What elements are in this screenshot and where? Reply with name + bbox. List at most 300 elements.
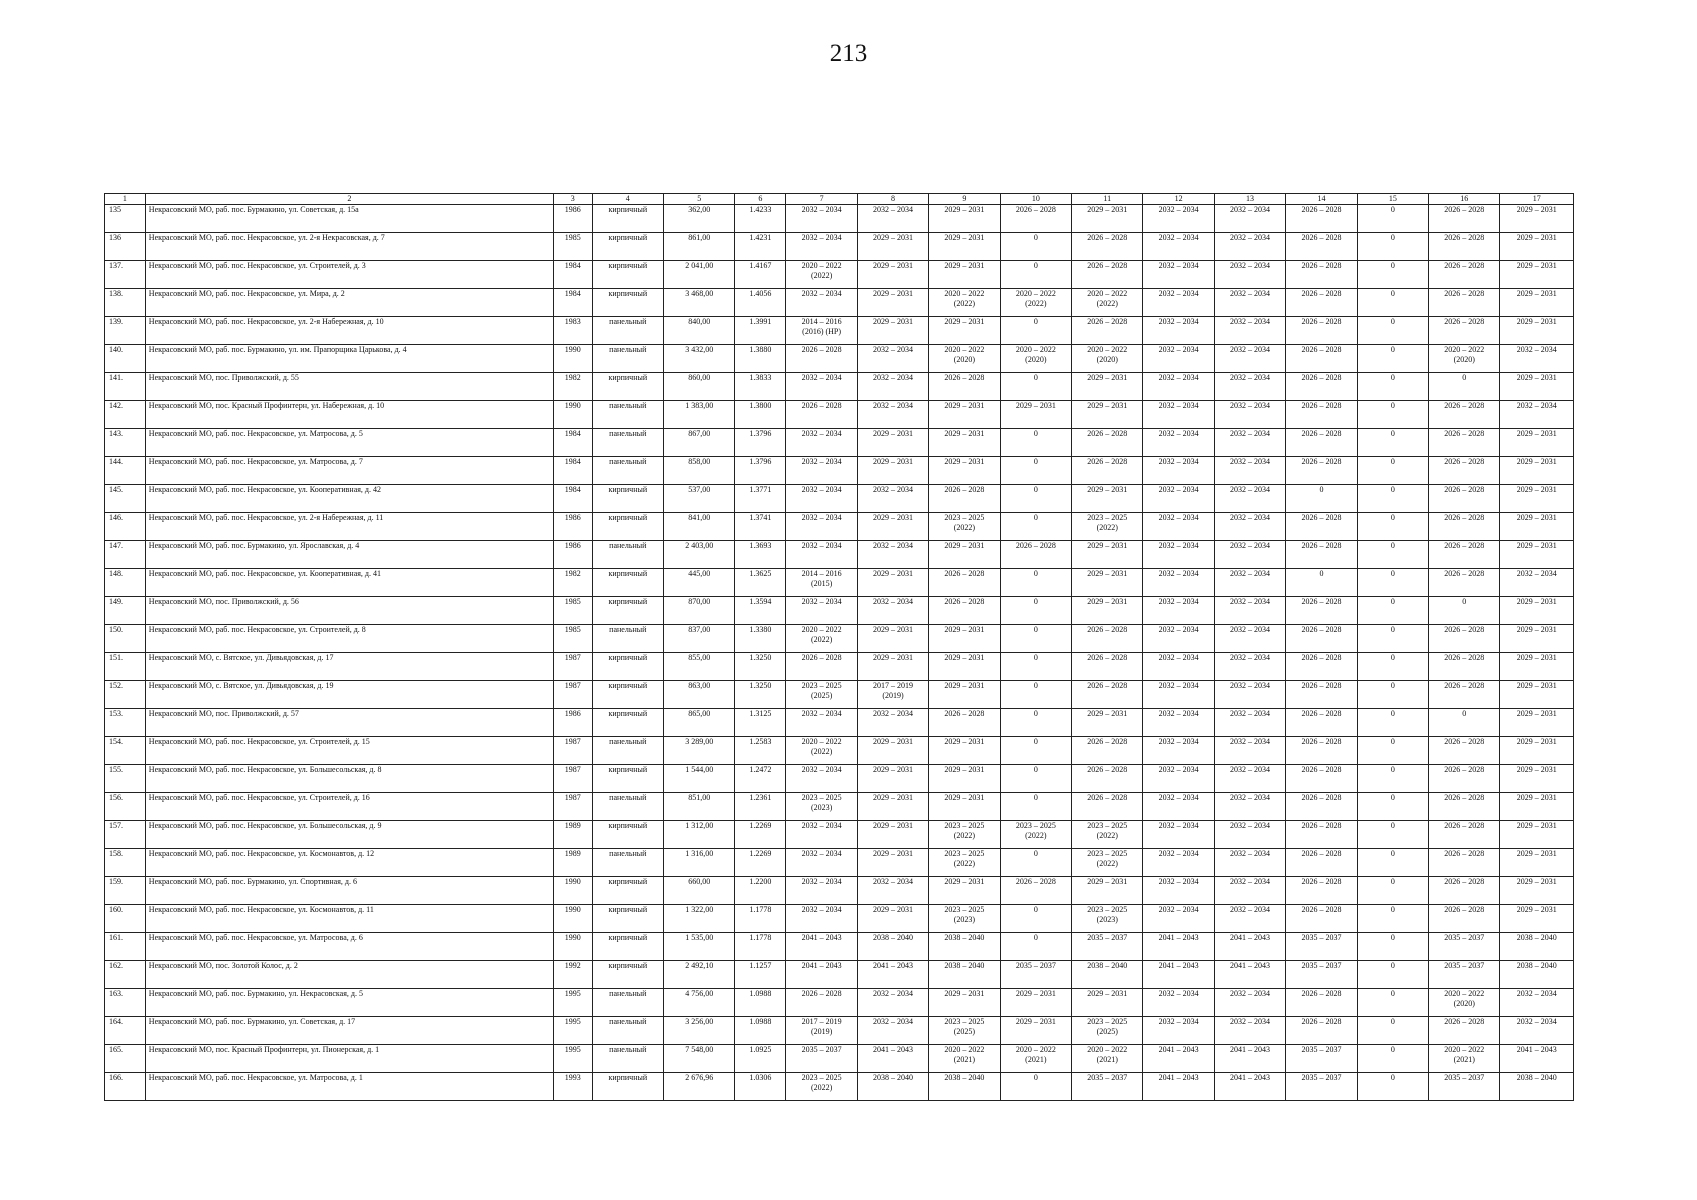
table-cell-col-10: 0 (1000, 653, 1071, 681)
table-cell-col-10: 0 (1000, 233, 1071, 261)
table-cell-col-16: 2026 – 2028 (1429, 793, 1500, 821)
table-cell-col-16: 2026 – 2028 (1429, 765, 1500, 793)
table-cell-col-11: 2026 – 2028 (1072, 681, 1143, 709)
table-cell-col-12: 2032 – 2034 (1143, 233, 1214, 261)
table-cell-col-6: 1.1778 (735, 933, 786, 961)
table-cell-col-5: 841,00 (664, 513, 735, 541)
table-cell-col-17: 2029 – 2031 (1500, 625, 1574, 653)
table-cell-col-2: Некрасовский МО, пос. Красный Профинтерн, ул. Пионерская, д. 1 (145, 1045, 553, 1073)
table-cell-col-13: 2032 – 2034 (1214, 205, 1285, 233)
table-cell-col-1: 165. (105, 1045, 146, 1073)
column-header-13: 13 (1214, 194, 1285, 205)
table-cell-col-4: кирпичный (592, 681, 663, 709)
housing-schedule-table-wrapper (104, 193, 1574, 1101)
table-cell-col-6: 1.3796 (735, 429, 786, 457)
cell-line-2: (2023) (1096, 915, 1118, 924)
cell-line-2: (2025) (953, 1027, 976, 1036)
table-cell-col-17: 2029 – 2031 (1500, 877, 1574, 905)
table-cell-col-11 (1072, 905, 1143, 933)
table-cell-col-4: панельный (592, 989, 663, 1017)
table-cell-col-8: 2032 – 2034 (857, 709, 928, 737)
table-cell-col-11: 2026 – 2028 (1072, 625, 1143, 653)
table-cell-col-8: 2038 – 2040 (857, 1073, 928, 1101)
table-cell-col-10: 0 (1000, 933, 1071, 961)
table-cell-col-14: 2035 – 2037 (1286, 1073, 1357, 1101)
table-cell-col-5: 2 041,00 (664, 261, 735, 289)
cell-line-1: 2020 – 2022 (944, 345, 985, 354)
table-cell-col-9: 2029 – 2031 (929, 401, 1000, 429)
table-cell-col-4: кирпичный (592, 821, 663, 849)
table-cell-col-3: 1990 (553, 877, 592, 905)
cell-line-2: (2019) (882, 691, 904, 700)
table-row (105, 513, 1574, 541)
table-cell-col-9 (929, 1017, 1000, 1045)
table-cell-col-3: 1982 (553, 569, 592, 597)
table-cell-col-9: 2029 – 2031 (929, 205, 1000, 233)
table-cell-col-10 (1000, 821, 1071, 849)
table-cell-col-4: кирпичный (592, 233, 663, 261)
table-cell-col-5: 863,00 (664, 681, 735, 709)
cell-line-2: (2020) (1453, 999, 1475, 1008)
table-cell-col-7: 2032 – 2034 (786, 233, 857, 261)
table-row (105, 485, 1574, 513)
table-cell-col-12: 2032 – 2034 (1143, 373, 1214, 401)
table-cell-col-16: 2026 – 2028 (1429, 821, 1500, 849)
table-cell-col-11 (1072, 821, 1143, 849)
cell-line-1: 2023 – 2025 (1015, 821, 1056, 830)
table-cell-col-13: 2032 – 2034 (1214, 261, 1285, 289)
table-cell-col-9: 2026 – 2028 (929, 569, 1000, 597)
cell-line-1: 2023 – 2025 (944, 821, 985, 830)
table-cell-col-15: 0 (1357, 233, 1428, 261)
table-cell-col-1: 150. (105, 625, 146, 653)
table-row (105, 933, 1574, 961)
table-cell-col-8: 2032 – 2034 (857, 1017, 928, 1045)
table-cell-col-6: 1.2269 (735, 821, 786, 849)
table-cell-col-16: 2026 – 2028 (1429, 737, 1500, 765)
table-cell-col-3: 1987 (553, 737, 592, 765)
table-cell-col-5: 4 756,00 (664, 989, 735, 1017)
table-cell-col-2: Некрасовский МО, раб. пос. Некрасовское, ул. 2-я Набережная, д. 10 (145, 317, 553, 345)
table-cell-col-14: 2026 – 2028 (1286, 513, 1357, 541)
table-cell-col-9 (929, 513, 1000, 541)
cell-line-2: (2020) (1096, 355, 1118, 364)
cell-line-1: 2020 – 2022 (1087, 289, 1128, 298)
table-cell-col-12: 2032 – 2034 (1143, 737, 1214, 765)
table-cell-col-14: 2026 – 2028 (1286, 205, 1357, 233)
table-cell-col-7: 2032 – 2034 (786, 597, 857, 625)
cell-line-1: 2023 – 2025 (801, 681, 842, 690)
table-cell-col-10: 0 (1000, 569, 1071, 597)
table-row (105, 1045, 1574, 1073)
table-cell-col-8: 2032 – 2034 (857, 485, 928, 513)
table-cell-col-2: Некрасовский МО, с. Вятское, ул. Дивьядовская, д. 17 (145, 653, 553, 681)
table-cell-col-17: 2032 – 2034 (1500, 345, 1574, 373)
table-row (105, 849, 1574, 877)
table-cell-col-14: 2026 – 2028 (1286, 793, 1357, 821)
table-cell-col-2: Некрасовский МО, пос. Приволжский, д. 55 (145, 373, 553, 401)
table-cell-col-8: 2029 – 2031 (857, 793, 928, 821)
table-cell-col-3: 1987 (553, 681, 592, 709)
table-cell-col-9: 2038 – 2040 (929, 961, 1000, 989)
table-cell-col-3: 1985 (553, 625, 592, 653)
table-cell-col-16 (1429, 1045, 1500, 1073)
table-cell-col-14: 2026 – 2028 (1286, 1017, 1357, 1045)
table-cell-col-13: 2032 – 2034 (1214, 793, 1285, 821)
table-cell-col-6: 1.3250 (735, 653, 786, 681)
table-cell-col-16: 2026 – 2028 (1429, 317, 1500, 345)
table-cell-col-8: 2041 – 2043 (857, 961, 928, 989)
table-cell-col-1: 144. (105, 457, 146, 485)
table-cell-col-13: 2032 – 2034 (1214, 821, 1285, 849)
table-cell-col-3: 1984 (553, 261, 592, 289)
table-cell-col-3: 1985 (553, 233, 592, 261)
table-cell-col-11 (1072, 1017, 1143, 1045)
table-cell-col-3: 1987 (553, 653, 592, 681)
table-cell-col-11: 2026 – 2028 (1072, 793, 1143, 821)
table-cell-col-1: 156. (105, 793, 146, 821)
table-cell-col-5: 7 548,00 (664, 1045, 735, 1073)
table-cell-col-2: Некрасовский МО, раб. пос. Некрасовское, ул. Большесольская, д. 8 (145, 765, 553, 793)
table-cell-col-9: 2026 – 2028 (929, 597, 1000, 625)
table-cell-col-3: 1984 (553, 289, 592, 317)
table-cell-col-5: 865,00 (664, 709, 735, 737)
table-row (105, 793, 1574, 821)
table-cell-col-7: 2032 – 2034 (786, 373, 857, 401)
column-header-11: 11 (1072, 194, 1143, 205)
table-cell-col-12: 2032 – 2034 (1143, 625, 1214, 653)
column-header-8: 8 (857, 194, 928, 205)
table-row (105, 261, 1574, 289)
table-cell-col-7 (786, 625, 857, 653)
table-cell-col-6: 1.3796 (735, 457, 786, 485)
table-cell-col-2: Некрасовский МО, раб. пос. Некрасовское, ул. Матросова, д. 6 (145, 933, 553, 961)
table-cell-col-12: 2032 – 2034 (1143, 457, 1214, 485)
table-cell-col-7 (786, 261, 857, 289)
table-cell-col-4: кирпичный (592, 205, 663, 233)
cell-line-1: 2020 – 2022 (1087, 1045, 1128, 1054)
table-cell-col-17: 2029 – 2031 (1500, 485, 1574, 513)
table-cell-col-15: 0 (1357, 289, 1428, 317)
table-cell-col-14: 2026 – 2028 (1286, 233, 1357, 261)
table-cell-col-17: 2029 – 2031 (1500, 457, 1574, 485)
table-row (105, 541, 1574, 569)
table-cell-col-9: 2029 – 2031 (929, 793, 1000, 821)
table-cell-col-9: 2026 – 2028 (929, 373, 1000, 401)
table-cell-col-6: 1.3833 (735, 373, 786, 401)
table-cell-col-10: 0 (1000, 373, 1071, 401)
table-cell-col-13: 2032 – 2034 (1214, 681, 1285, 709)
table-cell-col-8: 2032 – 2034 (857, 373, 928, 401)
table-cell-col-11: 2029 – 2031 (1072, 205, 1143, 233)
cell-line-2: (2021) (953, 1055, 976, 1064)
cell-line-1: 2020 – 2022 (1444, 1045, 1485, 1054)
table-row (105, 429, 1574, 457)
table-row (105, 821, 1574, 849)
table-cell-col-3: 1992 (553, 961, 592, 989)
table-cell-col-9 (929, 821, 1000, 849)
table-cell-col-15: 0 (1357, 765, 1428, 793)
table-row (105, 905, 1574, 933)
table-cell-col-10: 0 (1000, 849, 1071, 877)
table-cell-col-14: 2026 – 2028 (1286, 317, 1357, 345)
cell-line-2: (2022) (1096, 299, 1118, 308)
table-cell-col-11: 2029 – 2031 (1072, 597, 1143, 625)
table-cell-col-17: 2029 – 2031 (1500, 289, 1574, 317)
table-cell-col-8: 2029 – 2031 (857, 569, 928, 597)
table-cell-col-15: 0 (1357, 205, 1428, 233)
table-cell-col-16: 2026 – 2028 (1429, 625, 1500, 653)
table-cell-col-9: 2029 – 2031 (929, 233, 1000, 261)
table-cell-col-17: 2029 – 2031 (1500, 765, 1574, 793)
table-cell-col-3: 1985 (553, 597, 592, 625)
table-cell-col-8: 2029 – 2031 (857, 905, 928, 933)
cell-line-2: (2022) (810, 747, 833, 756)
table-cell-col-16: 2026 – 2028 (1429, 289, 1500, 317)
cell-line-2: (2022) (1025, 831, 1047, 840)
table-cell-col-15: 0 (1357, 653, 1428, 681)
table-cell-col-8: 2032 – 2034 (857, 597, 928, 625)
table-cell-col-14: 2026 – 2028 (1286, 877, 1357, 905)
cell-line-1: 2023 – 2025 (944, 905, 985, 914)
table-cell-col-17: 2029 – 2031 (1500, 233, 1574, 261)
table-cell-col-14: 2035 – 2037 (1286, 961, 1357, 989)
table-cell-col-6: 1.3250 (735, 681, 786, 709)
table-cell-col-16 (1429, 989, 1500, 1017)
table-cell-col-9: 2029 – 2031 (929, 457, 1000, 485)
table-cell-col-1: 149. (105, 597, 146, 625)
table-cell-col-7 (786, 317, 857, 345)
table-cell-col-6: 1.2583 (735, 737, 786, 765)
table-cell-col-12: 2032 – 2034 (1143, 205, 1214, 233)
table-cell-col-15: 0 (1357, 429, 1428, 457)
table-cell-col-15: 0 (1357, 541, 1428, 569)
table-cell-col-1: 166. (105, 1073, 146, 1101)
table-cell-col-2: Некрасовский МО, раб. пос. Некрасовское, ул. Матросова, д. 7 (145, 457, 553, 485)
table-cell-col-15: 0 (1357, 401, 1428, 429)
table-cell-col-7: 2026 – 2028 (786, 653, 857, 681)
table-cell-col-10: 0 (1000, 793, 1071, 821)
table-cell-col-12: 2032 – 2034 (1143, 989, 1214, 1017)
table-cell-col-17: 2029 – 2031 (1500, 793, 1574, 821)
table-cell-col-13: 2032 – 2034 (1214, 457, 1285, 485)
table-cell-col-16 (1429, 345, 1500, 373)
table-cell-col-12: 2032 – 2034 (1143, 709, 1214, 737)
table-cell-col-3: 1995 (553, 989, 592, 1017)
table-cell-col-11: 2029 – 2031 (1072, 569, 1143, 597)
cell-line-1: 2023 – 2025 (944, 1017, 985, 1026)
table-cell-col-8: 2029 – 2031 (857, 429, 928, 457)
table-cell-col-5: 860,00 (664, 373, 735, 401)
cell-line-1: 2014 – 2016 (801, 569, 842, 578)
table-cell-col-12: 2032 – 2034 (1143, 429, 1214, 457)
table-cell-col-8: 2029 – 2031 (857, 849, 928, 877)
cell-line-1: 2014 – 2016 (801, 317, 842, 326)
table-cell-col-8: 2029 – 2031 (857, 317, 928, 345)
table-cell-col-7: 2032 – 2034 (786, 821, 857, 849)
table-cell-col-8: 2032 – 2034 (857, 345, 928, 373)
table-cell-col-7 (786, 737, 857, 765)
table-cell-col-14: 2026 – 2028 (1286, 653, 1357, 681)
table-cell-col-13: 2032 – 2034 (1214, 345, 1285, 373)
table-cell-col-3: 1986 (553, 513, 592, 541)
table-cell-col-16: 2026 – 2028 (1429, 849, 1500, 877)
table-cell-col-1: 161. (105, 933, 146, 961)
table-cell-col-15: 0 (1357, 737, 1428, 765)
table-cell-col-15: 0 (1357, 821, 1428, 849)
table-cell-col-10: 2026 – 2028 (1000, 205, 1071, 233)
table-cell-col-9: 2029 – 2031 (929, 625, 1000, 653)
table-cell-col-17: 2032 – 2034 (1500, 989, 1574, 1017)
cell-line-1: 2020 – 2022 (944, 289, 985, 298)
table-cell-col-6: 1.4056 (735, 289, 786, 317)
table-cell-col-2: Некрасовский МО, раб. пос. Бурмакино, ул. Советская, д. 15а (145, 205, 553, 233)
table-row (105, 597, 1574, 625)
table-cell-col-3: 1983 (553, 317, 592, 345)
table-cell-col-3: 1990 (553, 905, 592, 933)
table-cell-col-1: 164. (105, 1017, 146, 1045)
cell-line-2: (2021) (1453, 1055, 1475, 1064)
table-cell-col-16: 2026 – 2028 (1429, 569, 1500, 597)
table-cell-col-2: Некрасовский МО, раб. пос. Некрасовское, ул. Космонавтов, д. 11 (145, 905, 553, 933)
table-cell-col-4: панельный (592, 793, 663, 821)
table-cell-col-17: 2029 – 2031 (1500, 317, 1574, 345)
cell-line-1: 2023 – 2025 (1087, 905, 1128, 914)
table-cell-col-16: 0 (1429, 597, 1500, 625)
table-cell-col-4: панельный (592, 345, 663, 373)
table-cell-col-3: 1995 (553, 1017, 592, 1045)
table-cell-col-7 (786, 793, 857, 821)
table-cell-col-9 (929, 905, 1000, 933)
table-cell-col-4: кирпичный (592, 961, 663, 989)
cell-line-1: 2023 – 2025 (1087, 821, 1128, 830)
table-cell-col-12: 2041 – 2043 (1143, 1073, 1214, 1101)
table-cell-col-6: 1.3991 (735, 317, 786, 345)
table-cell-col-12: 2032 – 2034 (1143, 765, 1214, 793)
table-cell-col-13: 2032 – 2034 (1214, 401, 1285, 429)
table-cell-col-3: 1986 (553, 205, 592, 233)
table-cell-col-12: 2032 – 2034 (1143, 485, 1214, 513)
cell-line-2: (2021) (1025, 1055, 1047, 1064)
table-cell-col-16: 2026 – 2028 (1429, 681, 1500, 709)
table-cell-col-3: 1993 (553, 1073, 592, 1101)
table-cell-col-5: 840,00 (664, 317, 735, 345)
table-cell-col-17: 2029 – 2031 (1500, 905, 1574, 933)
table-cell-col-6: 1.2200 (735, 877, 786, 905)
table-cell-col-13: 2032 – 2034 (1214, 317, 1285, 345)
cell-line-2: (2022) (953, 859, 976, 868)
table-cell-col-2: Некрасовский МО, раб. пос. Некрасовское, ул. Большесольская, д. 9 (145, 821, 553, 849)
table-cell-col-13: 2032 – 2034 (1214, 625, 1285, 653)
column-header-14: 14 (1286, 194, 1357, 205)
table-cell-col-9: 2038 – 2040 (929, 933, 1000, 961)
table-cell-col-16: 2026 – 2028 (1429, 905, 1500, 933)
column-header-9: 9 (929, 194, 1000, 205)
table-row (105, 373, 1574, 401)
table-cell-col-10: 0 (1000, 681, 1071, 709)
table-cell-col-16: 2026 – 2028 (1429, 485, 1500, 513)
cell-line-1: 2020 – 2022 (1444, 989, 1485, 998)
table-row (105, 737, 1574, 765)
table-cell-col-13: 2032 – 2034 (1214, 653, 1285, 681)
table-cell-col-2: Некрасовский МО, раб. пос. Некрасовское, ул. Космонавтов, д. 12 (145, 849, 553, 877)
table-cell-col-15: 0 (1357, 961, 1428, 989)
table-cell-col-17: 2038 – 2040 (1500, 1073, 1574, 1101)
cell-line-1: 2020 – 2022 (944, 1045, 985, 1054)
table-cell-col-8: 2032 – 2034 (857, 401, 928, 429)
table-cell-col-1: 148. (105, 569, 146, 597)
table-cell-col-6: 1.4167 (735, 261, 786, 289)
table-cell-col-1: 152. (105, 681, 146, 709)
table-cell-col-3: 1982 (553, 373, 592, 401)
table-cell-col-16: 0 (1429, 373, 1500, 401)
table-row (105, 653, 1574, 681)
table-cell-col-13: 2041 – 2043 (1214, 933, 1285, 961)
table-cell-col-1: 157. (105, 821, 146, 849)
table-cell-col-8: 2032 – 2034 (857, 877, 928, 905)
table-cell-col-3: 1989 (553, 849, 592, 877)
table-cell-col-3: 1986 (553, 541, 592, 569)
table-cell-col-5: 2 403,00 (664, 541, 735, 569)
column-header-16: 16 (1429, 194, 1500, 205)
table-cell-col-7: 2032 – 2034 (786, 457, 857, 485)
table-cell-col-11: 2035 – 2037 (1072, 933, 1143, 961)
page-number: 213 (829, 40, 868, 67)
table-row (105, 401, 1574, 429)
table-cell-col-8: 2032 – 2034 (857, 541, 928, 569)
table-cell-col-5: 3 289,00 (664, 737, 735, 765)
table-cell-col-5: 3 432,00 (664, 345, 735, 373)
table-cell-col-2: Некрасовский МО, раб. пос. Некрасовское, ул. Строителей, д. 3 (145, 261, 553, 289)
table-cell-col-6: 1.3880 (735, 345, 786, 373)
table-cell-col-16: 2035 – 2037 (1429, 961, 1500, 989)
table-cell-col-12: 2032 – 2034 (1143, 681, 1214, 709)
table-cell-col-7: 2032 – 2034 (786, 289, 857, 317)
table-cell-col-11: 2026 – 2028 (1072, 233, 1143, 261)
table-cell-col-10: 0 (1000, 625, 1071, 653)
table-cell-col-10: 2026 – 2028 (1000, 877, 1071, 905)
table-cell-col-2: Некрасовский МО, раб. пос. Некрасовское, ул. Матросова, д. 1 (145, 1073, 553, 1101)
table-cell-col-14: 2026 – 2028 (1286, 709, 1357, 737)
table-cell-col-12: 2032 – 2034 (1143, 597, 1214, 625)
table-cell-col-8: 2029 – 2031 (857, 289, 928, 317)
table-cell-col-6: 1.4231 (735, 233, 786, 261)
table-cell-col-12: 2032 – 2034 (1143, 877, 1214, 905)
cell-line-2: (2022) (1096, 859, 1118, 868)
table-cell-col-8: 2029 – 2031 (857, 513, 928, 541)
table-cell-col-5: 445,00 (664, 569, 735, 597)
table-cell-col-1: 146. (105, 513, 146, 541)
table-cell-col-5: 858,00 (664, 457, 735, 485)
cell-line-1: 2023 – 2025 (1087, 1017, 1128, 1026)
table-cell-col-14: 2026 – 2028 (1286, 289, 1357, 317)
column-header-7: 7 (786, 194, 857, 205)
table-cell-col-8: 2029 – 2031 (857, 625, 928, 653)
table-cell-col-5: 1 544,00 (664, 765, 735, 793)
table-cell-col-17: 2029 – 2031 (1500, 681, 1574, 709)
table-row (105, 989, 1574, 1017)
table-cell-col-13: 2032 – 2034 (1214, 709, 1285, 737)
column-header-1: 1 (105, 194, 146, 205)
table-cell-col-16: 2026 – 2028 (1429, 653, 1500, 681)
table-cell-col-2: Некрасовский МО, раб. пос. Бурмакино, ул. Ярославская, д. 4 (145, 541, 553, 569)
table-cell-col-5: 867,00 (664, 429, 735, 457)
table-cell-col-4: кирпичный (592, 513, 663, 541)
table-cell-col-1: 143. (105, 429, 146, 457)
table-cell-col-8: 2029 – 2031 (857, 233, 928, 261)
cell-line-2: (2015) (810, 579, 833, 588)
table-cell-col-10: 0 (1000, 429, 1071, 457)
